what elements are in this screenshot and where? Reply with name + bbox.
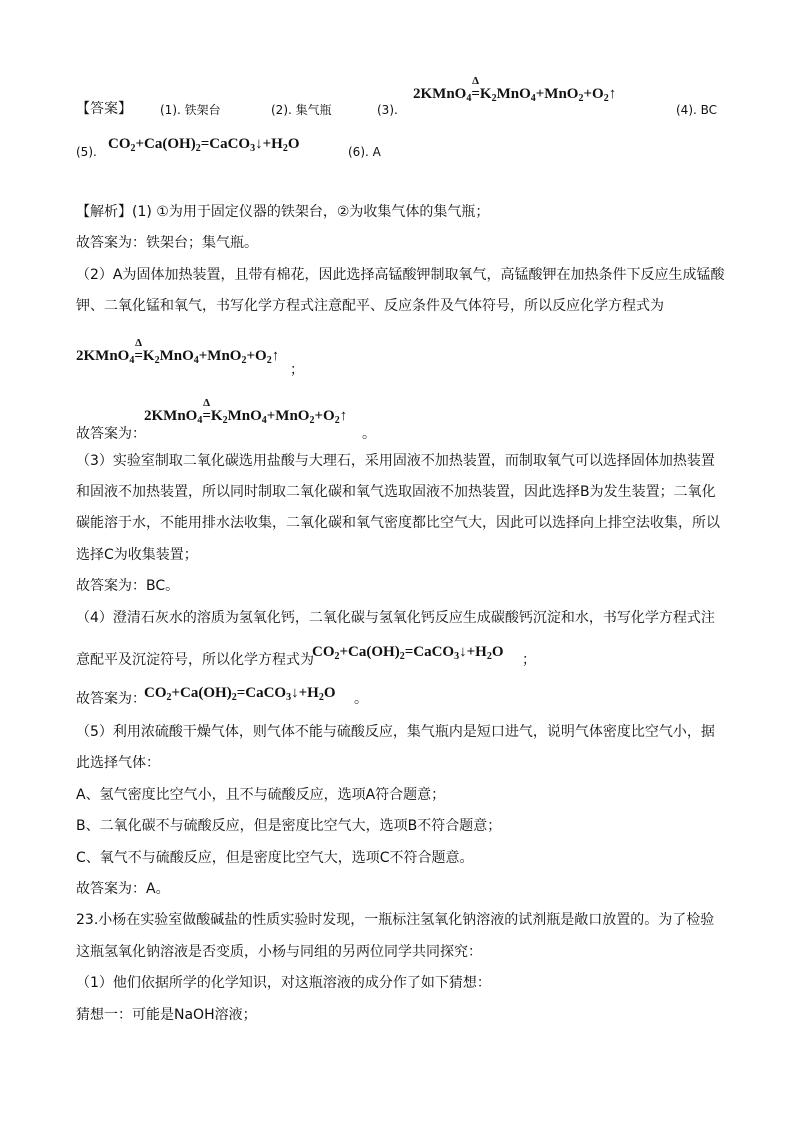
- precipitate-arrow-icon: ↓: [255, 136, 263, 152]
- answer-item-3: (3).: [377, 103, 398, 117]
- analysis-punct: ；: [522, 652, 536, 668]
- answer-item-4: (4). BC: [676, 103, 718, 117]
- gas-arrow-icon: ↑: [608, 86, 617, 102]
- answer-item-5: (5).: [76, 145, 97, 159]
- analysis-punct: 。: [354, 691, 368, 707]
- analysis-line: 此选择气体：: [76, 755, 160, 771]
- analysis-line: 故答案为：: [76, 691, 146, 707]
- analysis-line: B、二氧化碳不与硫酸反应，但是密度比空气大，选项B不符合题意；: [76, 818, 502, 834]
- equation-co2-line: $CO_2+Ca(OH)_2=CaCO_3↓+H_2O$: [312, 644, 504, 662]
- analysis-line: 钾、二氧化锰和氧气，书写化学方程式注意配平、反应条件及气体符号，所以反应化学方程式为: [76, 298, 664, 314]
- analysis-line: 选择C为收集装置；: [76, 547, 198, 563]
- analysis-line: 故答案为：: [76, 426, 146, 442]
- gas-arrow-icon: ↑: [339, 408, 348, 424]
- analysis-punct: 。: [362, 426, 376, 442]
- analysis-line: （3）实验室制取二氧化碳选用盐酸与大理石，采用固液不加热装置，而制取氧气可以选择固体加热装置: [76, 453, 715, 469]
- equation-kmno4-answer: 2KMnO$_4$Δ $=K_2MnO_4+MnO_2+O_2↑$: [413, 80, 616, 104]
- analysis-line: A、氢气密度比空气小，且不与硫酸反应，选项A符合题意；: [76, 787, 446, 803]
- equation-co2-answer: $CO_2+Ca(OH)_2=CaCO_3↓+H_2O$: [108, 136, 300, 154]
- equation-kmno4-answer-2: 2KMnO$_4$Δ $=K_2MnO_4+MnO_2+O_2↑$: [144, 402, 347, 426]
- question-line: 23.小杨在实验室做酸碱盐的性质实验时发现，一瓶标注氢氧化钠溶液的试剂瓶是敞口放置的。为了检验: [76, 912, 715, 928]
- gas-arrow-icon: ↑: [271, 348, 280, 364]
- analysis-line: 意配平及沉淀符号，所以化学方程式为: [76, 652, 314, 668]
- equation-co2-answer-2: $CO_2+Ca(OH)_2=CaCO_3↓+H_2O$: [144, 685, 336, 703]
- analysis-line: 和固液不加热装置，所以同时制取二氧化碳和氧气选取固液不加热装置，因此选择B为发生装置；二氧化: [76, 484, 716, 500]
- question-line: 猜想一：可能是NaOH溶液；: [76, 1007, 257, 1023]
- analysis-line: 故答案为：铁架台；集气瓶。: [76, 235, 258, 251]
- precipitate-arrow-icon: ↓: [459, 644, 467, 660]
- analysis-line: （2）A为固体加热装置，且带有棉花，因此选择高锰酸钾制取氧气，高锰酸钾在加热条件下反应生成锰酸: [76, 267, 725, 283]
- equation-kmno4-line: 2KMnO$_4$Δ $=K_2MnO_4+MnO_2+O_2↑$: [76, 342, 279, 366]
- question-line: （1）他们依据所学的化学知识，对这瓶溶液的成分作了如下猜想：: [76, 975, 491, 991]
- answer-item-2: (2). 集气瓶: [271, 103, 332, 117]
- analysis-punct: ；: [290, 362, 304, 378]
- analysis-line: 碳能溶于水，不能用排水法收集，二氧化碳和氧气密度都比空气大，因此可以选择向上排空法收集，所以: [76, 515, 720, 531]
- analysis-line: 【解析】(1) ①为用于固定仪器的铁架台，②为收集气体的集气瓶；: [76, 204, 490, 220]
- analysis-line: 故答案为：A。: [76, 881, 170, 897]
- question-line: 这瓶氢氧化钠溶液是否变质，小杨与同组的另两位同学共同探究：: [76, 944, 482, 960]
- answer-item-6: (6). A: [348, 145, 381, 159]
- analysis-line: C、氧气不与硫酸反应，但是密度比空气大，选项C不符合题意。: [76, 850, 474, 866]
- analysis-line: 故答案为：BC。: [76, 578, 180, 594]
- analysis-line: （4）澄清石灰水的溶质为氢氧化钙，二氧化碳与氢氧化钙反应生成碳酸钙沉淀和水，书写化学方程式注: [76, 610, 715, 626]
- analysis-line: （5）利用浓硫酸干燥气体，则气体不能与硫酸反应，集气瓶内是短口进气，说明气体密度比空气小，据: [76, 724, 715, 740]
- answer-label: 【答案】: [76, 101, 132, 117]
- answer-item-1: (1). 铁架台: [160, 103, 221, 117]
- precipitate-arrow-icon: ↓: [291, 685, 299, 701]
